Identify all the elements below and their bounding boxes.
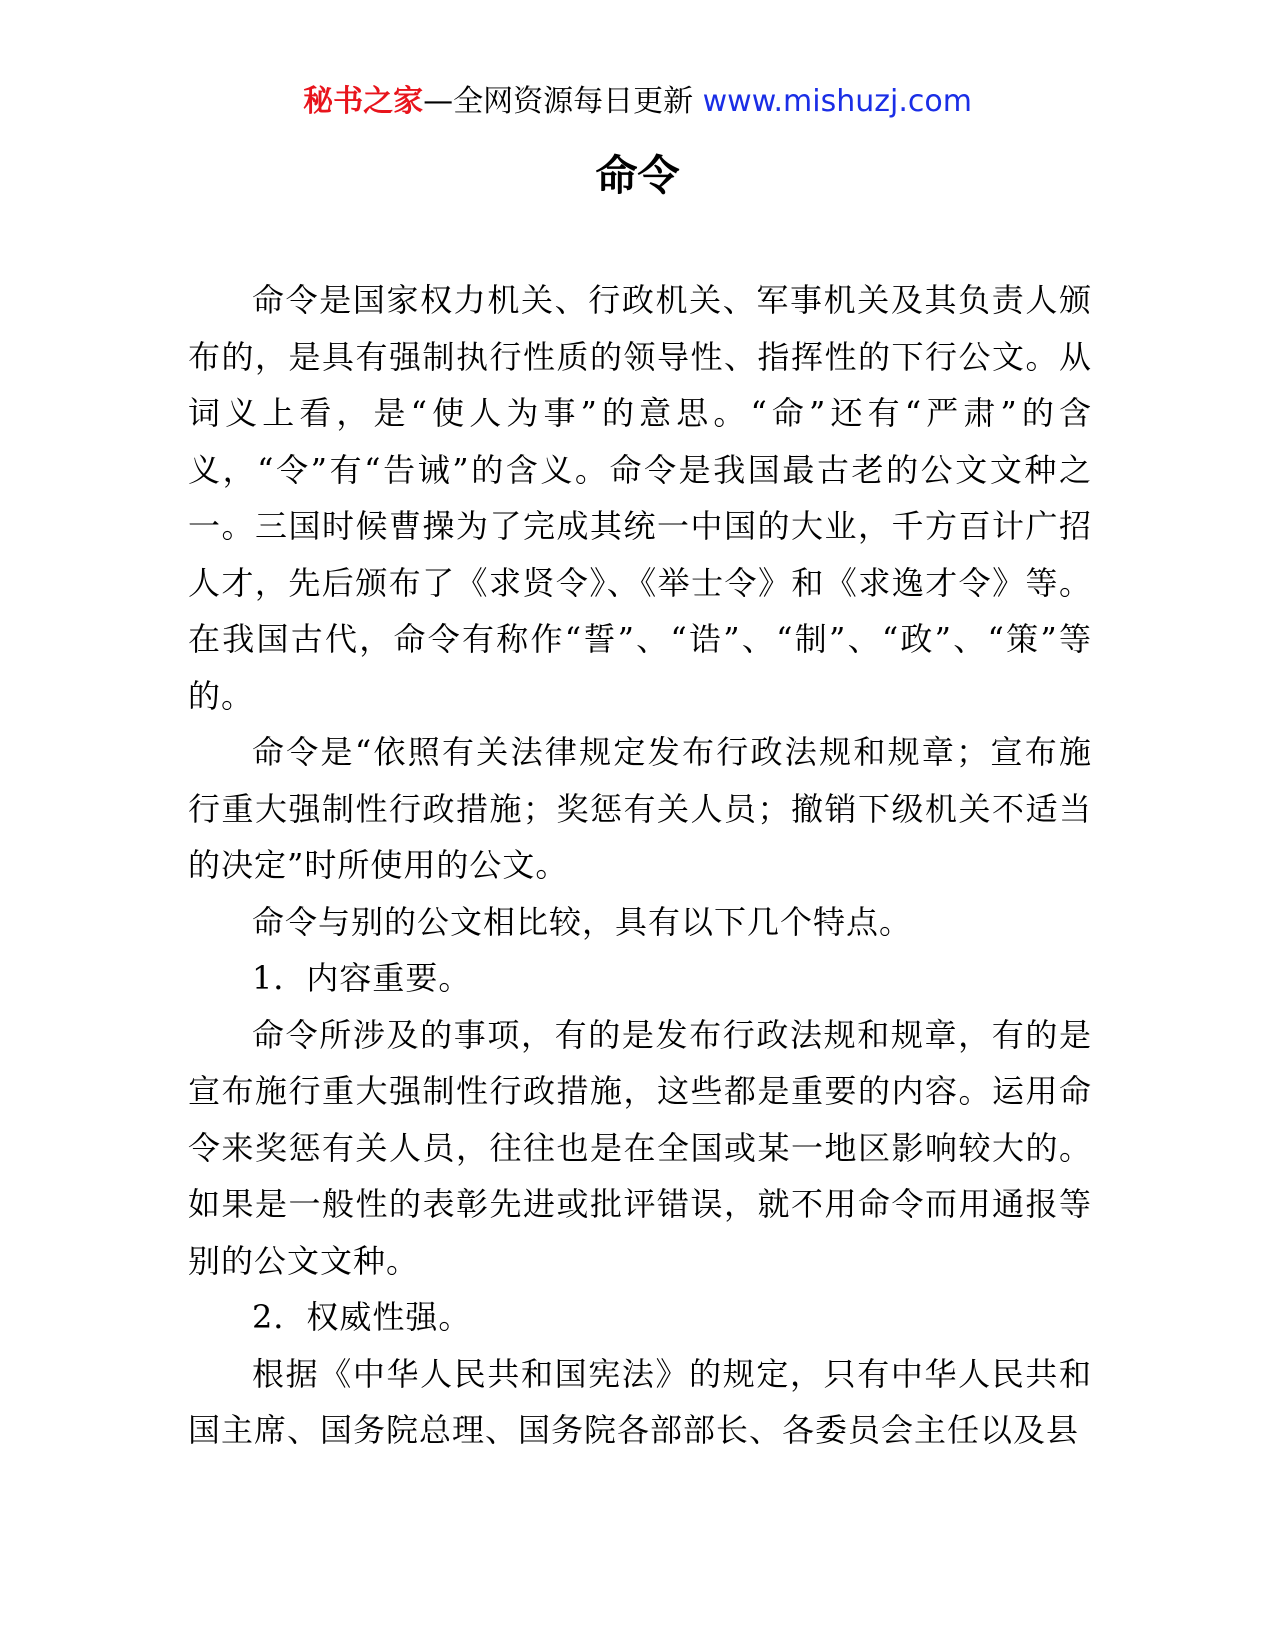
- site-url-link[interactable]: www.mishuzj.com: [702, 84, 972, 119]
- paragraph: 命令是“依照有关法律规定发布行政法规和规章；宣布施行重大强制性行政措施；奖惩有关人员；撤销下级机关不适当的决定”时所使用的公文。: [188, 733, 1092, 884]
- paragraph: 根据《中华人民共和国宪法》的规定，只有中华人民共和国主席、国务院总理、国务院各部部长、各委员会主任以及县: [188, 1354, 1092, 1449]
- site-header: [0, 82, 1275, 122]
- section-heading: 2．权威性强。: [252, 1298, 472, 1336]
- document-title: 命令: [595, 151, 680, 200]
- site-brand: 秘书之家: [303, 84, 424, 119]
- paragraph: 命令是国家权力机关、行政机关、军事机关及其负责人颁布的，是具有强制执行性质的领导性、指挥性的下行公文。从词义上看，是“使人为事”的意思。“命”还有“严肃”的含义，“令”有“告诫”的含义。命令是我国最古老的公文文种之一。三国时候曹操为了完成其统一中国的大业，千方百计广招人才，先后颁布了《求贤令》、《举士令》和《求逸才令》等。在我国古代，命令有称作“誓”、“诰”、“制”、“政”、“策”等的。: [188, 281, 1092, 715]
- paragraph: 命令与别的公文相比较，具有以下几个特点。: [252, 902, 913, 941]
- site-tagline: —全网资源每日更新: [423, 84, 703, 119]
- document-body: [188, 272, 1092, 1459]
- section-heading: 1．内容重要。: [252, 959, 472, 997]
- paragraph: 命令所涉及的事项，有的是发布行政法规和规章，有的是宣布施行重大强制性行政措施，这些都是重要的内容。运用命令来奖惩有关人员，往往也是在全国或某一地区影响较大的。如果是一般性的表彰先进或批评错误，就不用命令而用通报等别的公文文种。: [188, 1015, 1092, 1280]
